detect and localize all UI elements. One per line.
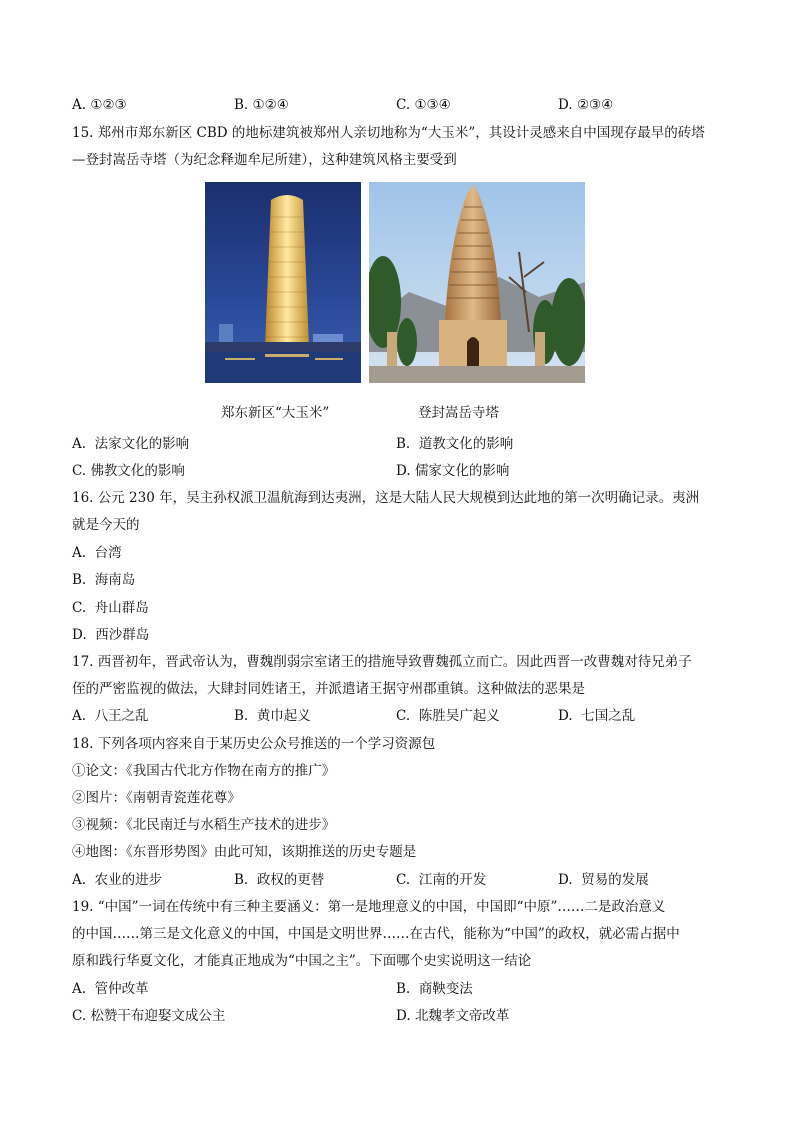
q19-option-d[interactable]: D. 北魏孝文帝改革	[396, 1008, 510, 1024]
q19-stem-line1: 19. “中国”一词在传统中有三种主要涵义：第一是地理意义的中国，中国即“中原”……二是政治意义	[72, 899, 666, 915]
q15-option-b[interactable]: B. 道教文化的影响	[396, 436, 514, 452]
q18-item-3: ③视频：《北民南迁与水稻生产技术的进步》	[72, 817, 336, 833]
q16-option-b[interactable]: B. 海南岛	[72, 572, 136, 588]
q19-option-c[interactable]: C. 松赞干布迎娶文成公主	[72, 1008, 226, 1024]
q19-stem-line3: 原和践行华夏文化，才能真正地成为“中国之主”。下面哪个史实说明这一结论	[72, 953, 532, 969]
q15-option-c[interactable]: C. 佛教文化的影响	[72, 463, 185, 479]
caption-dayumi: 郑东新区“大玉米”	[221, 405, 330, 421]
q14-option-b[interactable]: B. ①②④	[234, 97, 289, 113]
q16-stem-line2: 就是今天的	[72, 517, 140, 533]
q16-stem-line1: 16. 公元 230 年，吴主孙权派卫温航海到达夷洲，这是大陆人民大规模到达此地的第一次明确记录。夷洲	[72, 490, 700, 506]
q16-option-d[interactable]: D. 西沙群岛	[72, 627, 150, 643]
q15-option-a[interactable]: A. 法家文化的影响	[72, 436, 190, 452]
q17-option-c[interactable]: C. 陈胜吴广起义	[396, 708, 500, 724]
caption-songyue-pagoda: 登封嵩岳寺塔	[418, 405, 499, 421]
q15-stem-line2: —登封嵩岳寺塔（为纪念释迦牟尼所建），这种建筑风格主要受到	[72, 152, 457, 168]
q16-option-c[interactable]: C. 舟山群岛	[72, 600, 149, 616]
q19-option-b[interactable]: B. 商鞅变法	[396, 981, 473, 997]
q18-option-a[interactable]: A. 农业的进步	[72, 872, 163, 888]
q14-option-c[interactable]: C. ①③④	[396, 97, 451, 113]
q18-item-2: ②图片：《南朝青瓷莲花尊》	[72, 790, 241, 806]
q19-stem-line2: 的中国……第三是文化意义的中国，中国是文明世界……在古代，能称为“中国”的政权，就必需占据中	[72, 926, 680, 942]
q14-option-a[interactable]: A. ①②③	[72, 97, 127, 113]
q17-option-a[interactable]: A. 八王之乱	[72, 708, 149, 724]
q18-stem: 18. 下列各项内容来自于某历史公众号推送的一个学习资源包	[72, 736, 436, 752]
dayumi-tower-photo	[205, 182, 361, 383]
q14-option-d[interactable]: D. ②③④	[558, 97, 614, 113]
q17-option-b[interactable]: B. 黄巾起义	[234, 708, 311, 724]
q17-stem-line2: 侄的严密监视的做法，大肆封同姓诸王，并派遣诸王据守州郡重镇。这种做法的恶果是	[72, 681, 585, 697]
q17-stem-line1: 17. 西晋初年，晋武帝认为，曹魏削弱宗室诸王的措施导致曹魏孤立而亡。因此西晋一改曹魏对待兄弟子	[72, 654, 692, 670]
q18-option-c[interactable]: C. 江南的开发	[396, 872, 487, 888]
q15-stem-line1: 15. 郑州市郑东新区 CBD 的地标建筑被郑州人亲切地称为“大玉米”，其设计灵感来自中国现存最早的砖塔	[72, 125, 705, 141]
q18-item-4: ④地图：《东晋形势图》由此可知，该期推送的历史专题是	[72, 844, 417, 860]
q16-option-a[interactable]: A. 台湾	[72, 545, 122, 561]
songyue-pagoda-photo	[369, 182, 585, 383]
q18-item-1: ①论文：《我国古代北方作物在南方的推广》	[72, 763, 336, 779]
q15-option-d[interactable]: D. 儒家文化的影响	[396, 463, 510, 479]
q17-option-d[interactable]: D. 七国之乱	[558, 708, 636, 724]
q19-option-a[interactable]: A. 管仲改革	[72, 981, 149, 997]
q18-option-b[interactable]: B. 政权的更替	[234, 872, 325, 888]
q18-option-d[interactable]: D. 贸易的发展	[558, 872, 649, 888]
